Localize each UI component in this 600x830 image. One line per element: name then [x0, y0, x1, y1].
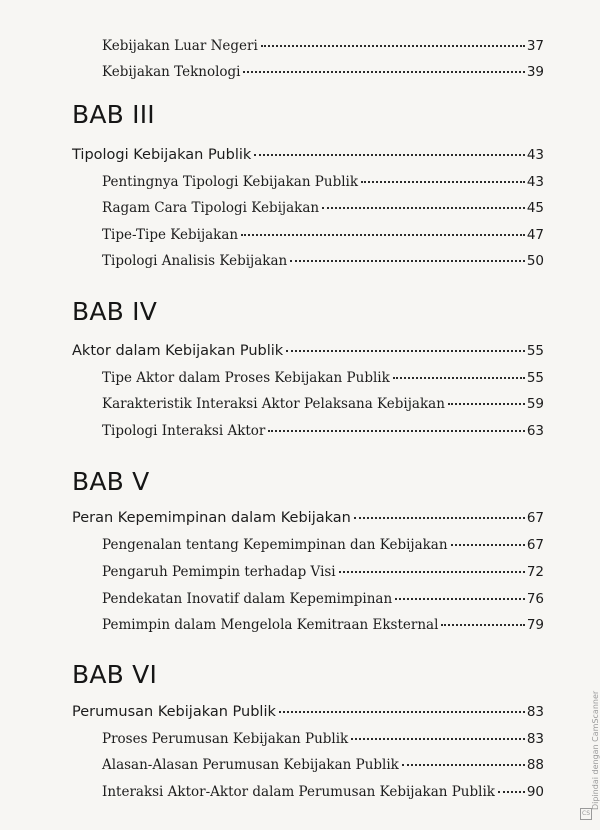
toc-subentry[interactable]: [102, 370, 544, 386]
dot-leader: [361, 181, 525, 183]
toc-entry-title: Pendekatan Inovatif dalam Kepemimpinan: [102, 591, 393, 607]
scanner-watermark-text: Dipindai dengan CamScanner: [591, 690, 600, 810]
toc-page-number: 39: [526, 64, 544, 80]
toc-entry-title: Proses Perumusan Kebijakan Publik: [102, 731, 349, 747]
toc-subentry[interactable]: [102, 227, 544, 243]
toc-entry-title: Pentingnya Tipologi Kebijakan Publik: [102, 174, 359, 190]
toc-page-number: 43: [526, 174, 544, 190]
toc-entry-title: Tipe-Tipe Kebijakan: [102, 227, 239, 243]
dot-leader: [395, 598, 525, 600]
toc-page-number: 37: [526, 38, 544, 54]
dot-leader: [351, 738, 525, 740]
toc-subentry[interactable]: [102, 174, 544, 190]
dot-leader: [402, 764, 525, 766]
toc-subentry[interactable]: [102, 784, 544, 800]
toc-entry-title: Ragam Cara Tipologi Kebijakan: [102, 200, 320, 216]
dot-leader: [498, 791, 525, 793]
toc-entry-title: Aktor dalam Kebijakan Publik: [72, 343, 284, 359]
toc-entry-title: Tipologi Interaksi Aktor: [102, 423, 266, 439]
toc-subentry[interactable]: [102, 731, 544, 747]
dot-leader: [241, 234, 525, 236]
dot-leader: [286, 350, 525, 352]
toc-page-number: 55: [526, 370, 544, 386]
dot-leader: [261, 45, 525, 47]
toc-page-number: 72: [526, 564, 544, 580]
toc-subentry[interactable]: [102, 591, 544, 607]
toc-entry-title: Kebijakan Teknologi: [102, 64, 241, 80]
scanner-watermark: [579, 560, 600, 820]
toc-main-entry[interactable]: [72, 510, 544, 526]
toc-page-number: 67: [526, 537, 544, 553]
toc-main-entry[interactable]: [72, 147, 544, 163]
dot-leader: [451, 544, 525, 546]
toc-subentry[interactable]: [102, 564, 544, 580]
toc-subentry[interactable]: [102, 200, 544, 216]
dot-leader: [393, 377, 525, 379]
toc-entry-title: Tipe Aktor dalam Proses Kebijakan Publik: [102, 370, 390, 386]
toc-entry-title: Alasan-Alasan Perumusan Kebijakan Publik: [102, 757, 399, 773]
toc-page-number: 83: [526, 704, 544, 720]
toc-subentry[interactable]: [102, 64, 544, 80]
toc-page-number: 79: [526, 617, 544, 633]
toc-entry-title: Tipologi Kebijakan Publik: [72, 147, 252, 163]
dot-leader: [354, 517, 525, 519]
toc-entry-title: Pemimpin dalam Mengelola Kemitraan Eksternal: [102, 617, 439, 633]
toc-main-entry[interactable]: [72, 704, 544, 720]
chapter-heading: BAB V: [72, 467, 150, 496]
toc-subentry[interactable]: [102, 423, 544, 439]
dot-leader: [279, 711, 525, 713]
dot-leader: [290, 260, 525, 262]
toc-page-number: 55: [526, 343, 544, 359]
toc-entry-title: Karakteristik Interaksi Aktor Pelaksana Kebijakan: [102, 396, 445, 412]
toc-subentry[interactable]: [102, 38, 544, 54]
toc-page-number: 88: [526, 757, 544, 773]
toc-entry-title: Peran Kepemimpinan dalam Kebijakan: [72, 510, 351, 526]
toc-page-number: 63: [526, 423, 544, 439]
toc-subentry[interactable]: [102, 253, 544, 269]
toc-page-number: 83: [526, 731, 544, 747]
toc-entry-title: Tipologi Analisis Kebijakan: [102, 253, 288, 269]
toc-page-number: 90: [526, 784, 544, 800]
toc-entry-title: Perumusan Kebijakan Publik: [72, 704, 276, 720]
toc-page-number: 76: [526, 591, 544, 607]
dot-leader: [243, 71, 524, 73]
chapter-heading: BAB VI: [72, 660, 158, 689]
toc-subentry[interactable]: [102, 617, 544, 633]
toc-page-number: 45: [526, 200, 544, 216]
dot-leader: [441, 624, 524, 626]
dot-leader: [322, 207, 525, 209]
toc-entry-title: Interaksi Aktor-Aktor dalam Perumusan Kebijakan Publik: [102, 784, 495, 800]
toc-entry-title: Kebijakan Luar Negeri: [102, 38, 258, 54]
toc-page-number: 50: [526, 253, 544, 269]
toc-page-number: 43: [526, 147, 544, 163]
chapter-heading: BAB III: [72, 100, 155, 129]
toc-page-number: 47: [526, 227, 544, 243]
dot-leader: [268, 430, 524, 432]
toc-subentry[interactable]: [102, 396, 544, 412]
toc-subentry[interactable]: [102, 757, 544, 773]
toc-main-entry[interactable]: [72, 343, 544, 359]
toc-subentry[interactable]: [102, 537, 544, 553]
dot-leader: [339, 571, 525, 573]
dot-leader: [448, 403, 525, 405]
toc-page-number: 67: [526, 510, 544, 526]
dot-leader: [254, 154, 525, 156]
toc-entry-title: Pengenalan tentang Kepemimpinan dan Kebijakan: [102, 537, 448, 553]
toc-entry-title: Pengaruh Pemimpin terhadap Visi: [102, 564, 336, 580]
camscanner-logo-icon: CS: [580, 808, 592, 820]
toc-page-number: 59: [526, 396, 544, 412]
chapter-heading: BAB IV: [72, 297, 158, 326]
